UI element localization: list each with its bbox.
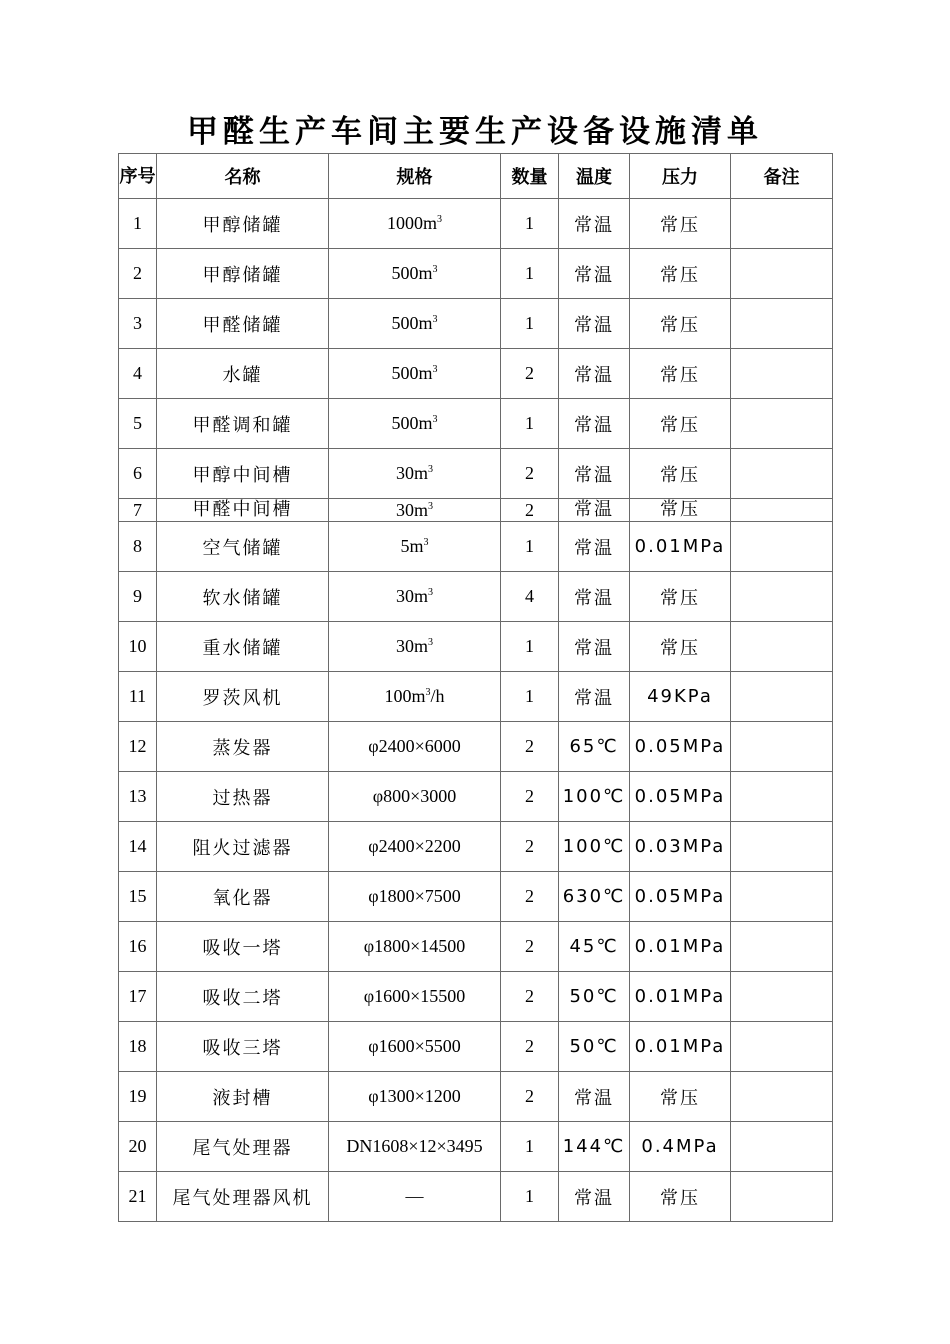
cell-specification (329, 449, 501, 499)
cell-quantity: 2 (501, 772, 559, 822)
spec-value: — (405, 1186, 424, 1206)
table-row (119, 349, 833, 399)
table-row (119, 722, 833, 772)
cell-serial-number: 19 (119, 1072, 157, 1122)
spec-value: φ2400×6000 (368, 736, 461, 756)
cell-specification (329, 572, 501, 622)
cell-name: 甲醛中间槽 (157, 499, 329, 522)
cell-pressure: 常压 (630, 1172, 731, 1222)
spec-value: φ1800×14500 (363, 936, 466, 956)
spec-suffix: /h (430, 686, 445, 706)
cell-specification (329, 399, 501, 449)
cell-serial-number: 18 (119, 1022, 157, 1072)
cell-remark (731, 622, 833, 672)
cell-specification (329, 199, 501, 249)
spec-value: 30m (395, 463, 428, 483)
cell-serial-number: 20 (119, 1122, 157, 1172)
cell-temperature: 常温 (559, 199, 630, 249)
cell-remark (731, 1172, 833, 1222)
cell-serial-number: 6 (119, 449, 157, 499)
cell-name: 甲醛调和罐 (157, 399, 329, 449)
table-row (119, 399, 833, 449)
cell-quantity: 1 (501, 299, 559, 349)
cell-name: 吸收二塔 (157, 972, 329, 1022)
cell-pressure: 0.01MPa (630, 922, 731, 972)
cell-remark (731, 349, 833, 399)
cell-pressure: 0.01MPa (630, 522, 731, 572)
cell-pressure: 常压 (630, 199, 731, 249)
spec-superscript: 3 (432, 314, 438, 325)
spec-superscript: 3 (428, 501, 433, 512)
table-row (119, 972, 833, 1022)
spec-value: φ2400×2200 (368, 836, 461, 856)
cell-temperature: 常温 (559, 249, 630, 299)
table-row (119, 872, 833, 922)
spec-superscript: 3 (428, 637, 433, 648)
spec-superscript: 3 (437, 214, 442, 225)
cell-serial-number: 17 (119, 972, 157, 1022)
header-pressure: 压力 (630, 154, 731, 199)
cell-serial-number: 11 (119, 672, 157, 722)
spec-value: 30m (395, 586, 428, 606)
cell-pressure: 常压 (630, 299, 731, 349)
cell-remark (731, 972, 833, 1022)
cell-name: 甲醇储罐 (157, 199, 329, 249)
cell-temperature: 常温 (559, 522, 630, 572)
spec-value: 500m (391, 313, 433, 333)
cell-pressure: 0.01MPa (630, 1022, 731, 1072)
cell-pressure: 0.05MPa (630, 872, 731, 922)
cell-specification (329, 499, 501, 522)
cell-remark (731, 522, 833, 572)
cell-temperature: 常温 (559, 622, 630, 672)
cell-pressure: 0.01MPa (630, 972, 731, 1022)
table-row (119, 1072, 833, 1122)
cell-pressure: 0.05MPa (630, 772, 731, 822)
cell-remark (731, 299, 833, 349)
cell-remark (731, 872, 833, 922)
cell-serial-number: 3 (119, 299, 157, 349)
cell-remark (731, 1072, 833, 1122)
cell-remark (731, 722, 833, 772)
cell-temperature: 常温 (559, 1072, 630, 1122)
table-row (119, 249, 833, 299)
cell-name: 甲醇储罐 (157, 249, 329, 299)
cell-pressure: 常压 (630, 572, 731, 622)
table-row (119, 572, 833, 622)
spec-value: φ1600×5500 (368, 1036, 461, 1056)
cell-pressure: 常压 (630, 449, 731, 499)
cell-name: 阻火过滤器 (157, 822, 329, 872)
cell-specification (329, 299, 501, 349)
cell-name: 液封槽 (157, 1072, 329, 1122)
cell-specification (329, 622, 501, 672)
cell-quantity: 2 (501, 972, 559, 1022)
cell-name: 蒸发器 (157, 722, 329, 772)
cell-serial-number: 2 (119, 249, 157, 299)
table-row (119, 772, 833, 822)
spec-superscript: 3 (432, 364, 438, 375)
table-row (119, 449, 833, 499)
cell-name: 甲醇中间槽 (157, 449, 329, 499)
cell-name: 重水储罐 (157, 622, 329, 672)
cell-pressure: 49KPa (630, 672, 731, 722)
cell-serial-number: 7 (119, 499, 157, 522)
cell-remark (731, 249, 833, 299)
cell-quantity: 2 (501, 822, 559, 872)
cell-specification (329, 349, 501, 399)
spec-value: φ1600×15500 (363, 986, 466, 1006)
cell-quantity: 2 (501, 499, 559, 522)
cell-quantity: 1 (501, 672, 559, 722)
cell-specification (329, 922, 501, 972)
table-row (119, 922, 833, 972)
cell-temperature: 65℃ (559, 722, 630, 772)
table-row (119, 1122, 833, 1172)
spec-value: φ1300×1200 (368, 1086, 461, 1106)
cell-temperature: 630℃ (559, 872, 630, 922)
spec-value: 5m (400, 536, 424, 556)
cell-remark (731, 499, 833, 522)
table-row (119, 522, 833, 572)
cell-name: 过热器 (157, 772, 329, 822)
cell-pressure: 常压 (630, 249, 731, 299)
cell-remark (731, 199, 833, 249)
spec-value: 30m (395, 636, 428, 656)
cell-name: 软水储罐 (157, 572, 329, 622)
table-row (119, 1022, 833, 1072)
cell-specification (329, 1172, 501, 1222)
cell-pressure: 0.03MPa (630, 822, 731, 872)
cell-serial-number: 12 (119, 722, 157, 772)
cell-quantity: 2 (501, 922, 559, 972)
table-row (119, 672, 833, 722)
cell-name: 氧化器 (157, 872, 329, 922)
cell-remark (731, 1022, 833, 1072)
cell-specification (329, 522, 501, 572)
cell-quantity: 2 (501, 1072, 559, 1122)
spec-superscript: 3 (428, 464, 433, 475)
equipment-table (118, 153, 833, 1222)
cell-temperature: 100℃ (559, 822, 630, 872)
header-temperature: 温度 (559, 154, 630, 199)
header-serial-number: 序号 (119, 154, 157, 199)
cell-quantity: 2 (501, 722, 559, 772)
cell-temperature: 50℃ (559, 1022, 630, 1072)
cell-temperature: 常温 (559, 672, 630, 722)
table-row (119, 299, 833, 349)
header-specification: 规格 (329, 154, 501, 199)
cell-serial-number: 5 (119, 399, 157, 449)
cell-remark (731, 672, 833, 722)
cell-temperature: 45℃ (559, 922, 630, 972)
table-row (119, 199, 833, 249)
spec-superscript: 3 (432, 414, 438, 425)
cell-specification (329, 672, 501, 722)
cell-quantity: 1 (501, 1172, 559, 1222)
cell-serial-number: 16 (119, 922, 157, 972)
cell-pressure: 常压 (630, 349, 731, 399)
cell-serial-number: 8 (119, 522, 157, 572)
cell-specification (329, 772, 501, 822)
cell-remark (731, 572, 833, 622)
spec-value: DN1608×12×3495 (346, 1136, 483, 1156)
cell-pressure: 常压 (630, 499, 731, 522)
cell-temperature: 常温 (559, 299, 630, 349)
cell-temperature: 常温 (559, 449, 630, 499)
spec-value: φ1800×7500 (368, 886, 461, 906)
table-row (119, 622, 833, 672)
cell-remark (731, 399, 833, 449)
table-row (119, 499, 833, 522)
cell-specification (329, 249, 501, 299)
cell-serial-number: 21 (119, 1172, 157, 1222)
cell-pressure: 常压 (630, 399, 731, 449)
cell-remark (731, 1122, 833, 1172)
cell-serial-number: 10 (119, 622, 157, 672)
table-row (119, 1172, 833, 1222)
cell-serial-number: 15 (119, 872, 157, 922)
cell-name: 罗茨风机 (157, 672, 329, 722)
cell-remark (731, 822, 833, 872)
cell-quantity: 4 (501, 572, 559, 622)
cell-temperature: 常温 (559, 349, 630, 399)
cell-specification (329, 872, 501, 922)
cell-remark (731, 922, 833, 972)
cell-temperature: 常温 (559, 1172, 630, 1222)
table-row (119, 822, 833, 872)
cell-serial-number: 13 (119, 772, 157, 822)
cell-temperature: 50℃ (559, 972, 630, 1022)
spec-superscript: 3 (423, 537, 429, 548)
cell-quantity: 1 (501, 199, 559, 249)
spec-superscript: 3 (425, 687, 431, 698)
cell-quantity: 1 (501, 1122, 559, 1172)
cell-name: 吸收三塔 (157, 1022, 329, 1072)
table-header-row (119, 154, 833, 199)
cell-remark (731, 772, 833, 822)
cell-name: 水罐 (157, 349, 329, 399)
cell-name: 尾气处理器 (157, 1122, 329, 1172)
cell-pressure: 常压 (630, 1072, 731, 1122)
cell-quantity: 2 (501, 1022, 559, 1072)
cell-pressure: 常压 (630, 622, 731, 672)
cell-temperature: 144℃ (559, 1122, 630, 1172)
cell-name: 尾气处理器风机 (157, 1172, 329, 1222)
cell-name: 空气储罐 (157, 522, 329, 572)
spec-value: 1000m (386, 213, 437, 233)
cell-quantity: 1 (501, 522, 559, 572)
spec-value: 500m (391, 363, 433, 383)
cell-serial-number: 1 (119, 199, 157, 249)
header-quantity: 数量 (501, 154, 559, 199)
cell-name: 甲醛储罐 (157, 299, 329, 349)
cell-quantity: 1 (501, 249, 559, 299)
spec-value: φ800×3000 (372, 786, 457, 806)
cell-pressure: 0.05MPa (630, 722, 731, 772)
cell-specification (329, 722, 501, 772)
cell-temperature: 常温 (559, 399, 630, 449)
cell-quantity: 2 (501, 449, 559, 499)
cell-quantity: 1 (501, 622, 559, 672)
cell-specification (329, 1122, 501, 1172)
cell-serial-number: 4 (119, 349, 157, 399)
cell-quantity: 2 (501, 349, 559, 399)
cell-serial-number: 9 (119, 572, 157, 622)
spec-value: 500m (391, 413, 433, 433)
cell-temperature: 常温 (559, 499, 630, 522)
cell-quantity: 1 (501, 399, 559, 449)
cell-specification (329, 1072, 501, 1122)
spec-value: 500m (391, 263, 433, 283)
document-title: 甲醛生产车间主要生产设备设施清单 (187, 114, 763, 150)
spec-value: 100m (384, 686, 426, 706)
cell-temperature: 常温 (559, 572, 630, 622)
cell-remark (731, 449, 833, 499)
cell-pressure: 0.4MPa (630, 1122, 731, 1172)
spec-value: 30m (395, 500, 428, 520)
header-name: 名称 (157, 154, 329, 199)
cell-temperature: 100℃ (559, 772, 630, 822)
cell-specification (329, 972, 501, 1022)
cell-quantity: 2 (501, 872, 559, 922)
cell-specification (329, 822, 501, 872)
header-remark: 备注 (731, 154, 833, 199)
cell-name: 吸收一塔 (157, 922, 329, 972)
spec-superscript: 3 (432, 264, 438, 275)
cell-specification (329, 1022, 501, 1072)
spec-superscript: 3 (428, 587, 433, 598)
cell-serial-number: 14 (119, 822, 157, 872)
